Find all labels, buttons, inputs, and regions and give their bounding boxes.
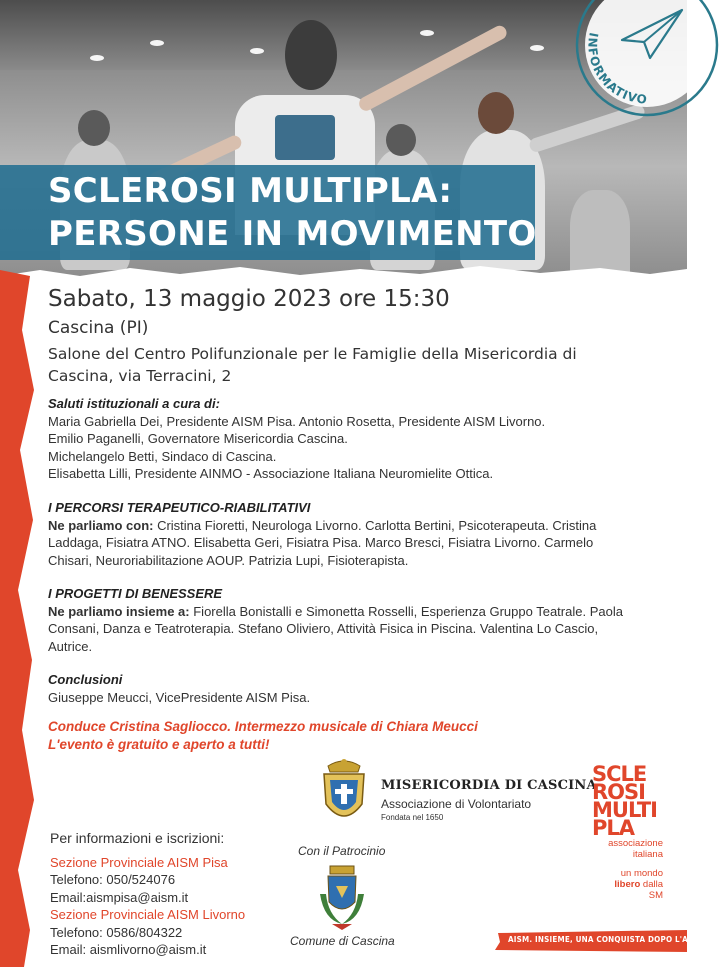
misericordia-emblem-icon: [318, 758, 370, 830]
shirt-print: [275, 115, 335, 160]
person-head: [478, 92, 514, 134]
event-city: Cascina (PI): [48, 318, 149, 338]
logo-line-1: SCLE: [592, 762, 647, 786]
motto-line-2: [598, 879, 663, 901]
saluti-section: [48, 395, 633, 483]
livorno-section: Sezione Provinciale AISM Livorno: [50, 907, 246, 922]
progetti-text-line-2: Consani, Danza e Teatroterapia. Stefano Oliviero, Attività Fisica in Piscina. Valentina Lo Cascio,: [48, 621, 599, 636]
percorsi-text-line-1: Cristina Fioretti, Neurologa Livorno. Carlotta Bertini, Psicoterapeuta. Cristina: [153, 517, 597, 533]
logo-line-4: PLA: [592, 816, 635, 840]
person-head: [78, 110, 110, 146]
logo-assoc-line-2: italiana: [632, 849, 663, 860]
sclerosi-multipla-logo: [592, 762, 667, 840]
pisa-section: Sezione Provinciale AISM Pisa: [50, 854, 228, 870]
title-line-1: SCLEROSI MULTIPLA:: [48, 171, 453, 211]
progetti-text-1: [48, 603, 633, 621]
contact-info: [50, 830, 290, 959]
logo-association: [608, 838, 663, 860]
comune-cascina-crest-icon: [314, 864, 370, 932]
progetti-heading: I PROGETTI DI BENESSERE: [48, 586, 223, 601]
progetti-lead: Ne parliamo insieme a:: [48, 603, 190, 619]
event-venue: [48, 343, 648, 387]
livorno-email[interactable]: Email: aismlivorno@aism.it: [50, 942, 207, 957]
progetti-section: [48, 585, 633, 655]
saluti-line: Elisabetta Lilli, Presidente AINMO - Associazione Italiana Neuromielite Ottica.: [48, 466, 494, 481]
patrocinio-label: Con il Patrocinio: [298, 844, 386, 858]
ceiling-light: [250, 48, 264, 54]
title-band: [0, 165, 535, 260]
venue-line-1: Salone del Centro Polifunzionale per le Famiglie della Misericordia di: [48, 345, 577, 363]
misericordia-since: Fondata nel 1650: [381, 813, 444, 822]
progetti-text-line-3: Autrice.: [48, 638, 93, 654]
logo-line-3: MULTI: [592, 798, 657, 822]
motto-bold: libero: [614, 879, 641, 890]
main-person-head: [285, 20, 337, 90]
percorsi-section: [48, 499, 633, 569]
percorsi-heading: I PERCORSI TERAPEUTICO-RIABILITATIVI: [48, 500, 311, 515]
ceiling-light: [150, 40, 164, 46]
badge-label: INFORMATIVO: [585, 31, 649, 107]
logo-motto: [598, 868, 663, 901]
logo-line-2: ROSI: [592, 780, 645, 804]
percorsi-text-1: [48, 517, 633, 535]
misericordia-name: MISERICORDIA DI CASCINA: [381, 778, 597, 793]
saluti-line: Michelangelo Betti, Sindaco di Cascina.: [48, 448, 277, 464]
torn-paper-edge: [0, 262, 687, 284]
motto-rest: dalla SM: [642, 879, 663, 901]
pisa-phone: Telefono: 050/524076: [50, 872, 176, 887]
percorsi-lead: Ne parliamo con:: [48, 517, 154, 533]
logo-assoc-line-1: associazione: [608, 838, 663, 849]
conduce-note: Conduce Cristina Sagliocco. Intermezzo musicale di Chiara Meucci: [48, 719, 478, 734]
percorsi-text-line-3: Chisari, Neuroriabilitazione AOUP. Patrizia Lupi, Fisioterapista.: [48, 552, 409, 568]
title-line-2: PERSONE IN MOVIMENTO: [48, 214, 537, 254]
pisa-email[interactable]: Email:aismpisa@aism.it: [50, 889, 189, 905]
conclusioni-text: Giuseppe Meucci, VicePresidente AISM Pisa.: [48, 689, 311, 705]
event-date: Sabato, 13 maggio 2023 ore 15:30: [48, 286, 450, 312]
comune-label: Comune di Cascina: [290, 934, 395, 948]
livorno-phone: Telefono: 0586/804322: [50, 924, 183, 940]
saluti-heading: Saluti istituzionali a cura di:: [48, 396, 220, 411]
progetti-text-line-1: Fiorella Bonistalli e Simonetta Rosselli, Esperienza Gruppo Teatrale. Paola: [189, 603, 623, 619]
badge-disc: [585, 0, 709, 107]
saluti-line: Maria Gabriella Dei, Presidente AISM Pisa. Antonio Rosetta, Presidente AISM Livorno.: [48, 413, 546, 429]
saluti-line: Emilio Paganelli, Governatore Misericordia Cascina.: [48, 431, 348, 446]
percorsi-text-line-2: Laddaga, Fisiatra ATNO. Elisabetta Geri, Fisiatra Pisa. Marco Bresci, Fisiatra Livorno. Carmelo: [48, 535, 594, 550]
ceiling-light: [420, 30, 434, 36]
contact-title: Per informazioni e iscrizioni:: [50, 830, 225, 846]
ceiling-light: [90, 55, 104, 61]
misericordia-subtitle: Associazione di Volontariato: [381, 797, 532, 811]
conclusioni-section: [48, 671, 633, 706]
slogan-text: AISM. INSIEME, UNA CONQUISTA DOPO L'ALTRA: [508, 935, 709, 944]
motto-line-1: un mondo: [620, 868, 663, 879]
ceiling-light: [530, 45, 544, 51]
person-head: [386, 124, 416, 156]
conclusioni-heading: Conclusioni: [48, 672, 123, 687]
red-brush-edge: [0, 270, 38, 967]
informativo-badge: [572, 0, 722, 120]
venue-line-2: Cascina, via Terracini, 2: [48, 367, 232, 385]
gratuito-note: L'evento è gratuito e aperto a tutti!: [48, 737, 270, 752]
